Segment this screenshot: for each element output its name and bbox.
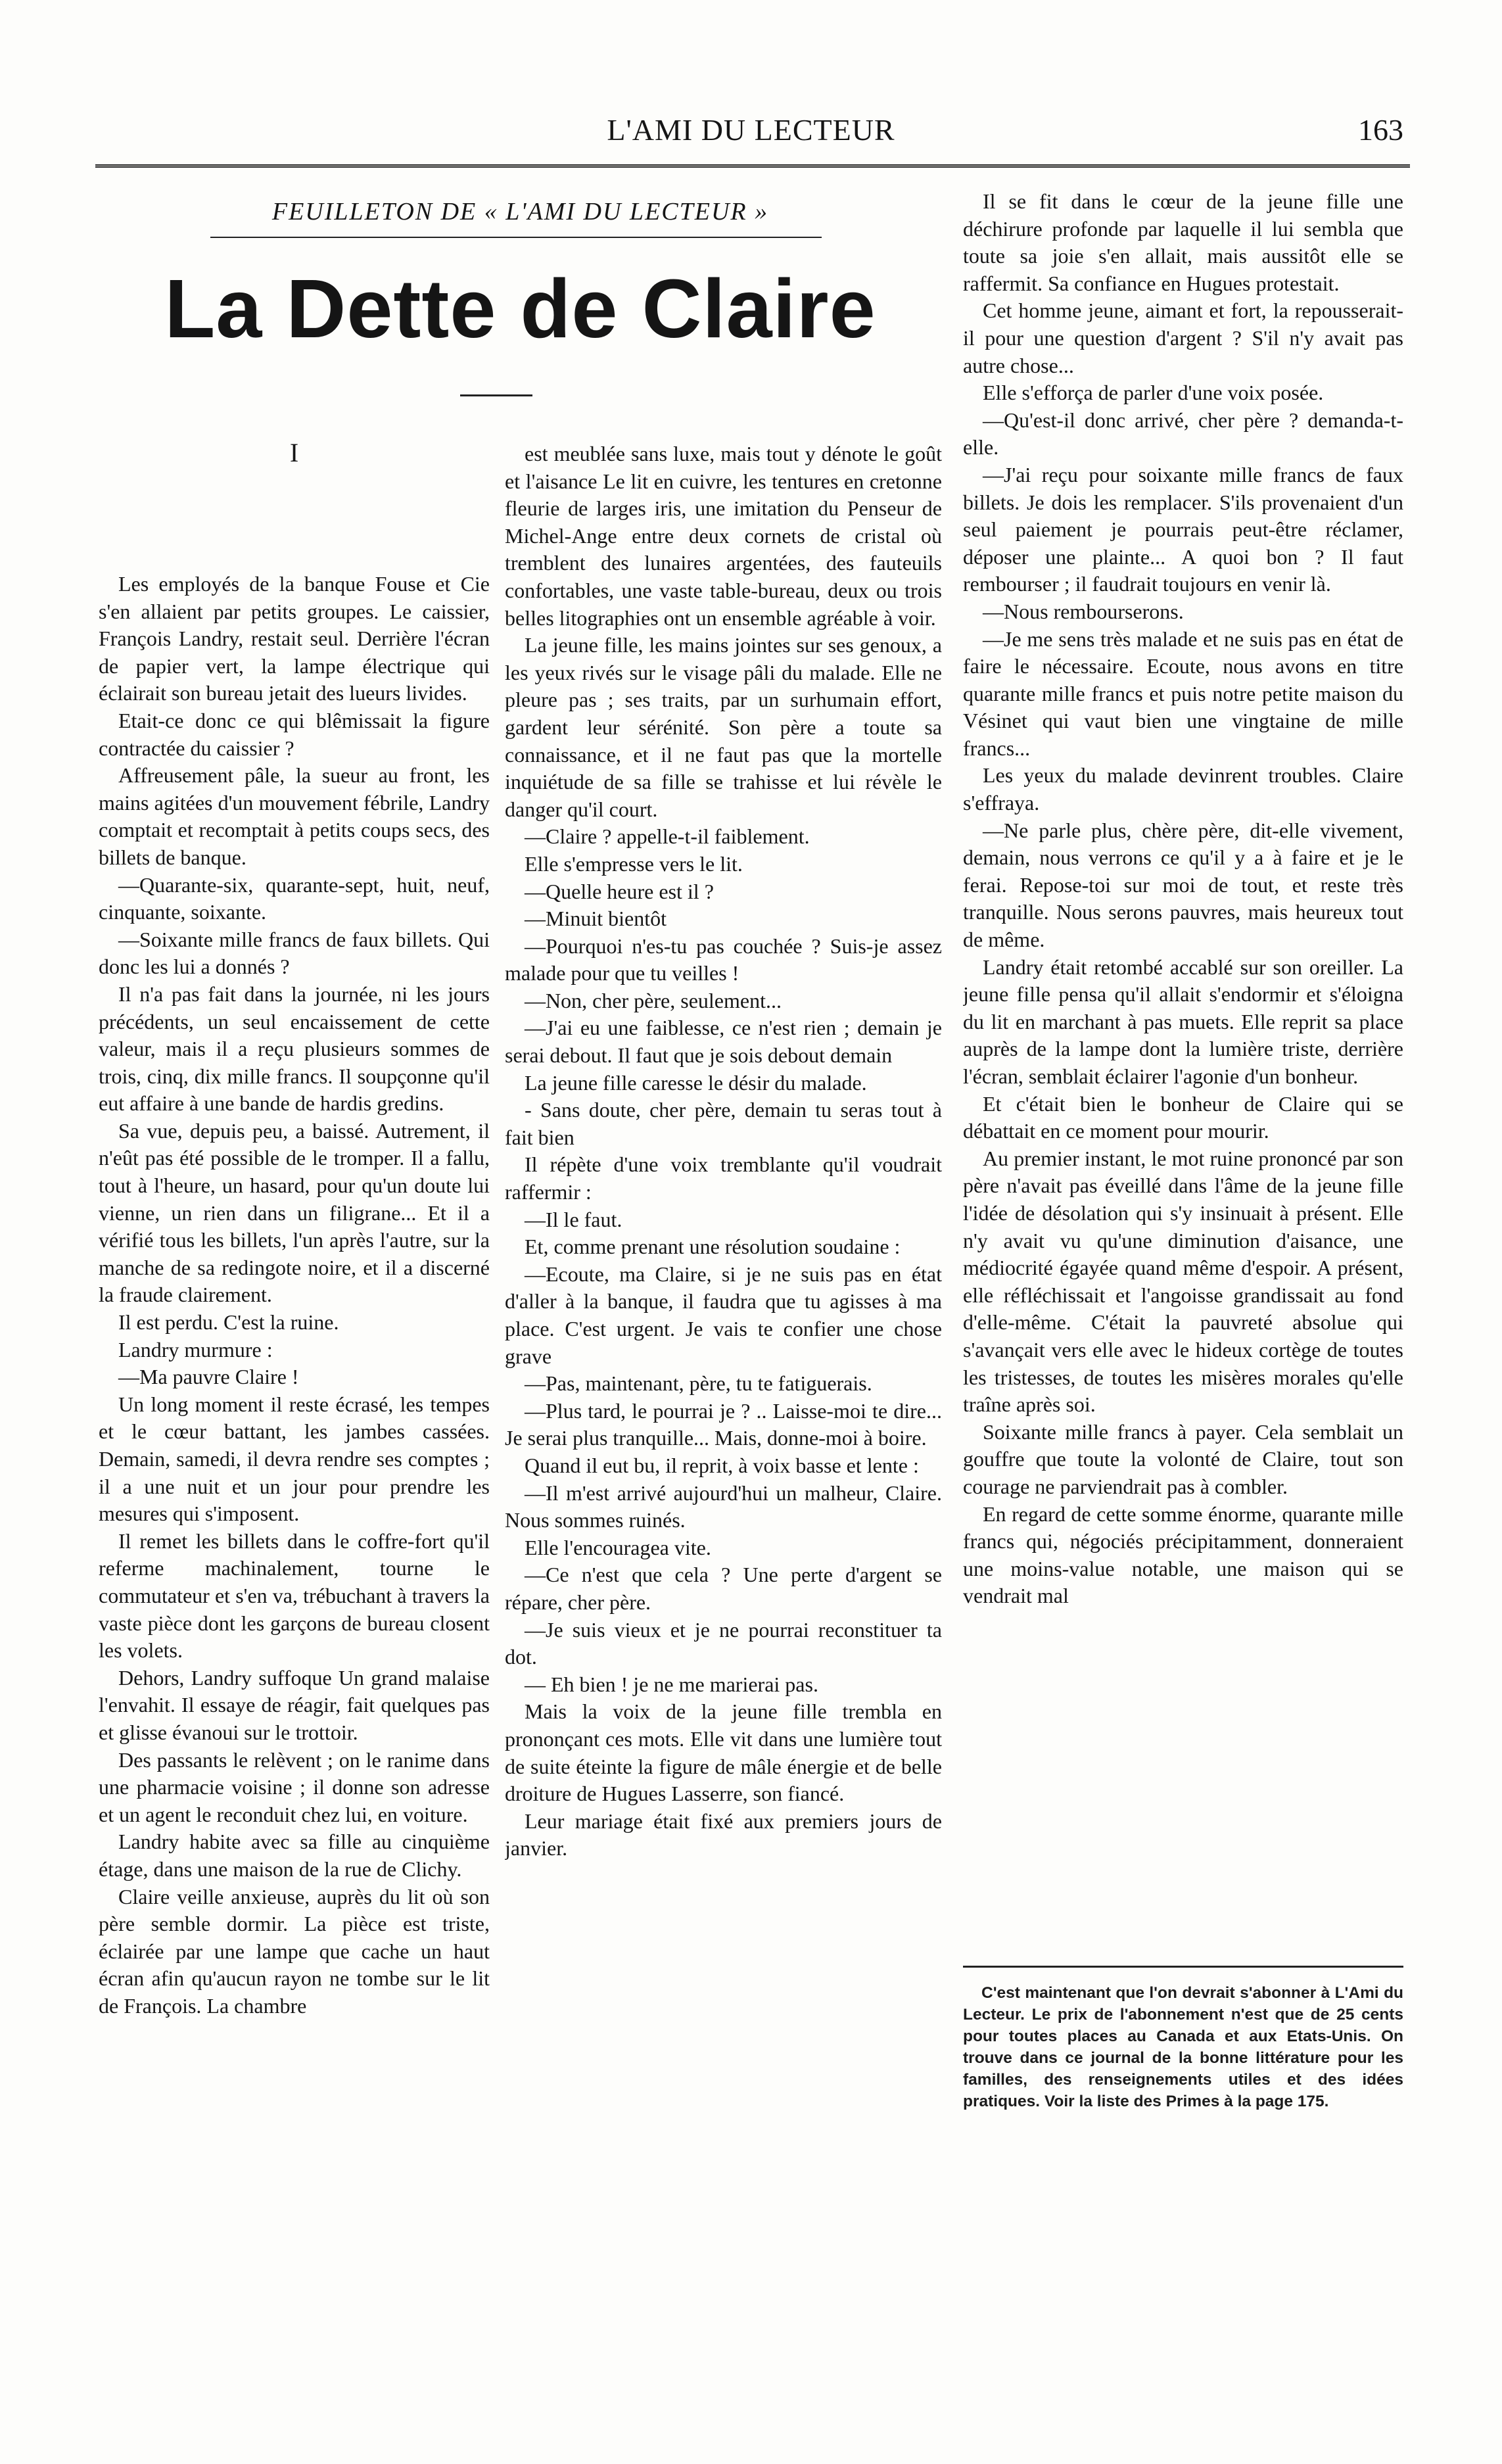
paragraph: —Pourquoi n'es-tu pas couchée ? Suis-je assez malade pour que tu veilles ! — [505, 934, 942, 985]
paragraph: est meublée sans luxe, mais tout y dénote le goût et l'aisance Le lit en cuivre, les tentures en cretonne fleurie de larges iris, une imitation du Penseur de Michel-Ange entre deux cornets de cristal où tremblent des lunaires argentées, des fauteuils confortables, une vaste table-bureau, deux ou trois belles litographies ont un ensemble agréable à voir. — [505, 442, 942, 630]
paragraph: —J'ai eu une faiblesse, ce n'est rien ; demain je serai debout. Il faut que je sois debout demain — [505, 1016, 942, 1068]
story-title: La Dette de Claire — [164, 262, 876, 355]
paragraph: Il se fit dans le cœur de la jeune fille une déchirure profonde par laquelle il lui sembla que toute sa joie s'en allait, mais aussitôt elle se raffermit. Sa confiance en Hugues protestait. — [963, 189, 1403, 295]
paragraph: Il n'a pas fait dans la journée, ni les jours précédents, un seul encaissement de cette valeur, mais il a reçu plusieurs sommes de trois, cinq, dix mille francs. Il soupçonne qu'il eut affaire à une bande de hardis gredins. — [99, 982, 490, 1116]
paragraph: Les employés de la banque Fouse et Cie s'en allaient par petits groupes. Le caissier, François Landry, restait seul. Derrière l'écran de papier vert, la lampe électrique qui éclairait son bureau jetait des lueurs livides. — [99, 572, 490, 705]
paragraph: —Claire ? appelle-t-il faiblement. — [525, 824, 810, 849]
paragraph: —Pas, maintenant, père, tu te fatiguerais. — [525, 1371, 872, 1396]
running-head — [0, 112, 1502, 151]
paragraph: Il répète d'une voix tremblante qu'il voudrait raffermir : — [505, 1152, 942, 1204]
paragraph: Affreusement pâle, la sueur au front, les mains agitées d'un mouvement fébrile, Landry comptait et recomptait à petits coups secs, des billets de banque. — [99, 763, 490, 869]
paragraph: Landry habite avec sa fille au cinquième étage, dans une maison de la rue de Clichy. — [99, 1830, 490, 1881]
paragraph: Elle l'encouragea vite. — [525, 1535, 711, 1559]
paragraph: —Plus tard, le pourrai je ? .. Laisse-moi te dire... Je serai plus tranquille... Mais, donne-moi à boire. — [505, 1398, 942, 1450]
paragraph: —Quelle heure est il ? — [525, 879, 714, 903]
paragraph: Landry était retombé accablé sur son oreiller. La jeune fille pensa qu'il allait s'endormir et s'éloigna du lit en marchant à pas muets. Elle reprit sa place auprès de la lampe dont la lumière triste, derrière l'écran, semblait éclairer l'agonie d'un bonheur. — [963, 955, 1403, 1088]
paragraph: Des passants le relèvent ; on le ranime dans une pharmacie voisine ; il donne son adresse et un agent le reconduit chez lui, en voiture. — [99, 1747, 490, 1826]
paragraph: —Soixante mille francs de faux billets. Qui donc les lui a donnés ? — [99, 927, 490, 979]
paragraph: Dehors, Landry suffoque Un grand malaise l'envahit. Il essaye de réagir, fait quelques pas et glisse évanoui sur le trottoir. — [99, 1665, 490, 1744]
title-rule — [210, 237, 822, 238]
paragraph: —Minuit bientôt — [525, 907, 667, 931]
paragraph: —Je me sens très malade et ne suis pas en état de faire le nécessaire. Ecoute, nous avons en titre quarante mille francs et puis notre petite maison du Vésinet qui vaut bien une vingtaine de mille francs... — [963, 627, 1403, 760]
header-rule — [95, 164, 1410, 168]
paragraph: —Quarante-six, quarante-sept, huit, neuf, cinquante, soixante. — [99, 872, 490, 924]
paragraph: Soixante mille francs à payer. Cela semblait un gouffre que toute la volonté de Claire, tout son courage ne parviendrait pas à combler. — [963, 1419, 1403, 1498]
paragraph: Cet homme jeune, aimant et fort, la repousserait-il pour une question d'argent ? S'il n'y avait pas autre chose... — [963, 298, 1403, 377]
title-ornament-rule — [460, 394, 532, 396]
paragraph: Quand il eut bu, il reprit, à voix basse et lente : — [525, 1453, 919, 1477]
paragraph: - Sans doute, cher père, demain tu seras tout à fait bien — [505, 1098, 942, 1149]
paragraph: Claire veille anxieuse, auprès du lit où son père semble dormir. La pièce est triste, éclairée par une lampe que cache un haut écran afin qu'aucun rayon ne tombe sur le lit de François. La chambre — [99, 1884, 490, 2018]
paragraph: Il remet les billets dans le coffre-fort qu'il referme machinalement, tourne le commutateur et s'en va, trébuchant à travers la vaste pièce dont les garçons de bureau closent les volets. — [99, 1528, 490, 1663]
subscription-notice: C'est maintenant que l'on devrait s'abonner à L'Ami du Lecteur. Le prix de l'abonnement n'est que de 25 cents pour toutes places au Canada et aux Etats-Unis. On trouve dans ce journal de la bonne littérature pour les familles, des renseignements utiles et des idées pratiques. Voir la liste des Primes à la page 175. — [963, 1984, 1403, 2110]
paragraph: Et c'était bien le bonheur de Claire qui se débattait en ce moment pour mourir. — [963, 1091, 1403, 1143]
paragraph: Un long moment il reste écrasé, les tempes et le cœur battant, les jambes cassées. Demain, samedi, il devra rendre ses comptes ; il a une nuit et un jour pour prendre les mesures qui s'imposent. — [99, 1392, 490, 1526]
paragraph: —Nous rembourserons. — [983, 599, 1184, 623]
paragraph: Leur mariage était fixé aux premiers jours de janvier. — [505, 1809, 942, 1860]
paragraph: Landry murmure : — [118, 1337, 273, 1362]
running-title: L'AMI DU LECTEUR — [607, 113, 895, 147]
paragraph: —Il m'est arrivé aujourd'hui un malheur, Claire. Nous sommes ruinés. — [505, 1481, 942, 1532]
paragraph: —Ma pauvre Claire ! — [118, 1365, 299, 1389]
paragraph: Mais la voix de la jeune fille trembla en prononçant ces mots. Elle vit dans une lumière tout de suite éteinte la figure de mâle énergie et de belle droiture de Hugues Lasserre, son fiancé. — [505, 1699, 942, 1806]
paragraph: —Je suis vieux et je ne pourrai reconstituer ta dot. — [505, 1617, 942, 1669]
paragraph: —Qu'est-il donc arrivé, cher père ? demanda-t-elle. — [963, 408, 1403, 460]
paragraph: En regard de cette somme énorme, quarante mille francs qui, négociés précipitamment, donneraient une moins-value notable, une maison qui se vendrait mal — [963, 1502, 1403, 1608]
paragraph: Les yeux du malade devinrent troubles. Claire s'effraya. — [963, 763, 1403, 815]
text-column-2 — [505, 440, 942, 2334]
page-number: 163 — [1358, 113, 1403, 147]
paragraph: —Ne parle plus, chère père, dit-elle vivement, demain, nous verrons ce qu'il y a à faire et je le ferai. Repose-toi sur moi de tout, et reste très tranquille. Nous serons pauvres, mais heureux tout de même. — [963, 818, 1403, 952]
paragraph: —J'ai reçu pour soixante mille francs de faux billets. Je dois les remplacer. S'ils provenaient d'un seul paiement je pourrais peut-être réclamer, déposer une plainte... A quoi bon ? Il faut rembourser ; il faudrait toujours en venir là. — [963, 462, 1403, 596]
paragraph: La jeune fille caresse le désir du malade. — [525, 1070, 867, 1095]
paragraph: Elle s'empresse vers le lit. — [525, 851, 743, 876]
text-column-1 — [99, 571, 490, 2464]
chapter-number: I — [289, 438, 299, 467]
notice-rule — [963, 1966, 1403, 1968]
paragraph: —Il le faut. — [525, 1207, 622, 1231]
paragraph: Et, comme prenant une résolution soudaine : — [525, 1235, 901, 1259]
paragraph: Elle s'efforça de parler d'une voix posée. — [983, 381, 1324, 405]
paragraph: Au premier instant, le mot ruine prononcé par son père n'avait pas éveillé dans l'âme de la jeune fille l'idée de désolation qui s'y insinuait à présent. Elle n'y avait vu qu'une diminution d'aisance, une médiocrité égayée quand même d'espoir. A présent, elle réfléchissait et l'angoisse grandissait au fond d'elle-même. C'était la pauvreté absolue qui s'avançait vers elle avec le hideux cortège de toutes les tristesses, de toutes les misères morales qu'elle traîne après soi. — [963, 1146, 1403, 1417]
feuilleton-heading: FEUILLETON DE « L'AMI DU LECTEUR » — [271, 198, 769, 225]
paragraph: —Non, cher père, seulement... — [525, 988, 782, 1012]
paragraph: —Ce n'est que cela ? Une perte d'argent se répare, cher père. — [505, 1563, 942, 1614]
paragraph: — Eh bien ! je ne me marierai pas. — [525, 1672, 818, 1696]
paragraph: Sa vue, depuis peu, a baissé. Autrement, il n'eût pas été possible de le tromper. Il a fallu, tout à l'heure, un hasard, pour qu'un doute lui vienne, un rien dans un filigrane... Et il a vérifié tous les billets, l'un après l'autre, sur la manche de sa redingote noire, et il a discerné la fraude clairement. — [99, 1118, 490, 1307]
paragraph: —Ecoute, ma Claire, si je ne suis pas en état d'aller à la banque, il faudra que tu agisses à ma place. C'est urgent. Je vais te confier une chose grave — [505, 1262, 942, 1368]
paragraph: Etait-ce donc ce qui blêmissait la figure contractée du caissier ? — [99, 708, 490, 760]
text-column-3 — [963, 188, 1403, 1950]
paragraph: La jeune fille, les mains jointes sur ses genoux, a les yeux rivés sur le visage pâli du malade. Elle ne pleure pas ; ses traits, par un surhumain effort, gardent leur sérénité. Son père a toute sa connaissance, et il ne faut pas que la mortelle inquiétude de sa fille se trahisse et lui révèle le danger qu'il court. — [505, 633, 942, 821]
paragraph: Il est perdu. C'est la ruine. — [118, 1310, 339, 1335]
